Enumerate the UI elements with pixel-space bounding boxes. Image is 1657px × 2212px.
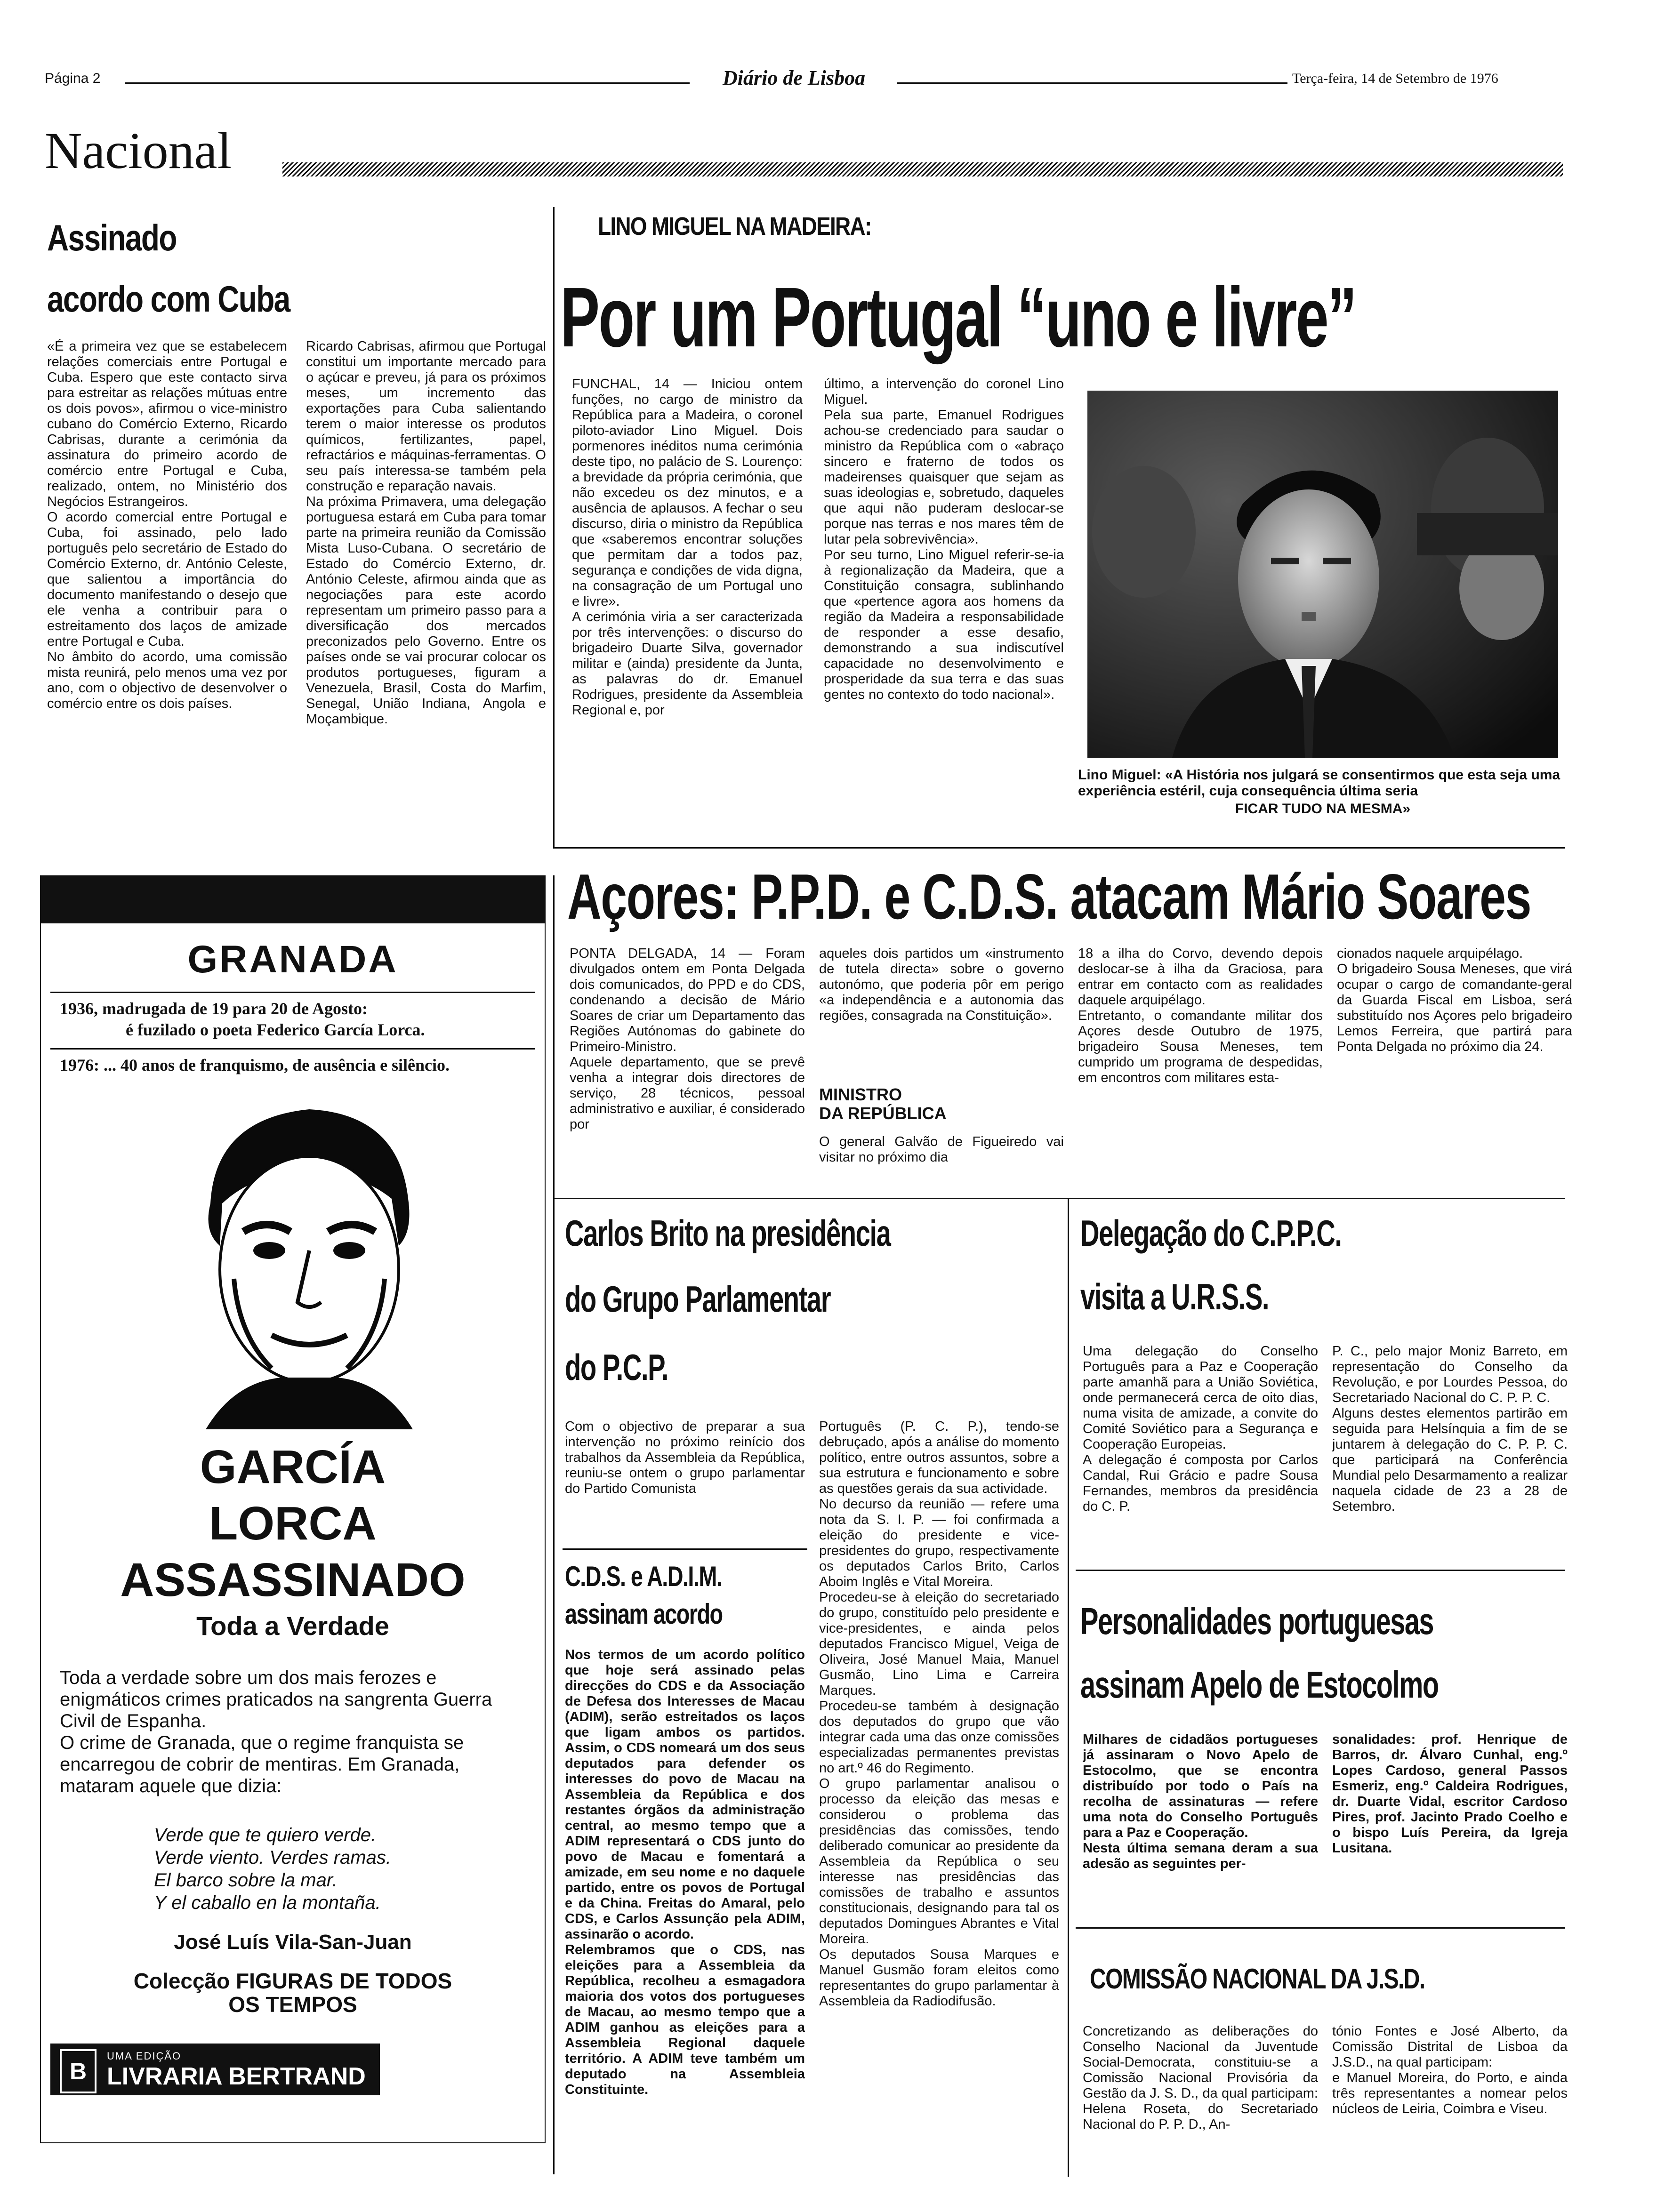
publisher-logo: B xyxy=(60,2049,97,2093)
lino-miguel-photo xyxy=(1087,391,1558,758)
jsd-column-1: Concretizando as deliberações do Conselho Nacional da Juventude Social-Democrata, constituiu-se a Comissão Nacional Provisória da Gestão da J. S. D., da qual participam: Helena Roseta, do Secretariado Nacional do P. P. D., An- xyxy=(1083,2024,1318,2132)
acores-column-3: 18 a ilha do Corvo, devendo depois deslocar-se à ilha da Graciosa, para entrar em contacto com as realidades daquele arquipélago. Entretanto, o comandante militar dos Açores desde Outubro de 1975, brigadeiro Sousa Meneses, tem cumprido um programa de despedidas, em encontros com militares esta- xyxy=(1078,946,1323,1085)
issue-date: Terça-feira, 14 de Setembro de 1976 xyxy=(1292,71,1498,86)
brito-headline-3: do P.C.P. xyxy=(565,1346,668,1388)
photo-caption-1: Lino Miguel: «A História nos julgará se consentirmos que esta seja uma experiência estéril, cuja consequência última seria xyxy=(1078,767,1560,799)
cuba-column-2: Ricardo Cabrisas, afirmou que Portugal constitui um importante mercado para o açúcar e preveu, já para os próximos meses, um incremento das exportações para Cuba salientando terem o maior interesse os produtos químicos, fertilizantes, papel, refractários e máquinas-ferramentas. O seu país interessa-se também pela construção e reparação navais. Na próxima Primavera, uma delegação portuguesa estará em Cuba para tomar parte na primeira reunião da Comissão Mista Luso-Cubana. O secretário de Estado do Comércio Externo, dr. António Celeste, afirmou ainda que as negociações para este acordo representam um primeiro passo para a diversificação dos mercados preconizados pelo Governo. Entre os países onde se vai procurar colocar os produtos portugueses, figuram a Venezuela, Brasil, Costa do Marfim, Senegal, União Indiana, Angola e Moçambique. xyxy=(306,339,546,727)
cuba-headline-1: Assinado xyxy=(47,217,177,258)
estocolmo-column-2: sonalidades: prof. Henrique de Barros, dr. Álvaro Cunhal, eng.º Lopes Cardoso, general Passos Esmeriz, eng.º Caldeira Rodrigues, dr. Duarte Vidal, escritor Cardoso Pires, prof. Jacinto Prado Coelho e o bispo Luís Pereira, da Igreja Lusitana. xyxy=(1332,1732,1568,1856)
acores-column-1: PONTA DELGADA, 14 — Foram divulgados ontem em Ponta Delgada dois comunicados, do PPD e do CDS, condenando a decisão de Mário Soares de criar um Departamento das Regiões Autónomas do gabinete do Primeiro-Ministro. Aquele departamento, que se prevê venha a integrar dois directores de serviço, 28 técnicos, pessoal administrativo e auxiliar, é considerado por xyxy=(570,946,805,1132)
madeira-headline: Por um Portugal “uno e livre” xyxy=(560,270,1356,365)
estocolmo-headline-1: Personalidades portuguesas xyxy=(1080,1600,1434,1642)
cds-body: Nos termos de um acordo político que hoje será assinado pelas direcções do CDS e da Associação de Defesa dos Interesses de Macau (ADIM), serão estreitados os laços que ligam ambos os partidos. Assim, o CDS nomeará um dos seus deputados para defender os interesses do povo de Macau na Assembleia da República e dos restantes órgãos da administração central, ao mesmo tempo que a ADIM representará o CDS junto do povo de Macau e fomentará a amizade, em seu nome e no daquele partido, entre os povos de Portugal e da China. Freitas do Amaral, pelo CDS, e Carlos Assunção pela ADIM, assinarão o acordo. Relembramos que o CDS, nas eleições para a Assembleia da República, recolheu a esmagadora maioria dos votos dos portugueses de Macau, ao mesmo tempo que a ADIM ganhou as eleições para a Assembleia Regional daquele território. A ADIM teve também um deputado na Assembleia Constituinte. xyxy=(565,1647,805,2097)
poem-line-2: Verde viento. Verdes ramas. xyxy=(154,1847,391,1868)
madeira-column-2: último, a intervenção do coronel Lino Miguel. Pela sua parte, Emanuel Rodrigues achou-se credenciado para saudar o ministro da República com o «abraço sincero e fraterno de todos os madeirenses quaisquer que sejam as suas ideologias e, sobretudo, daqueles que aqui não puderam deslocar-se porque nas terras e nos mares têm de lutar pela sobrevivência». Por seu turno, Lino Miguel referir-se-ia à regionalização da Madeira, que a Constituição consagra, sublinhando que «pertence agora aos homens da região da Madeira a responsabilidade de responder a esse desafio, demonstrando a sua indiscutível capacidade no desenvolvimento e prosperidade da sua terra e das suas gentes no contexto do todo nacional». xyxy=(824,377,1064,702)
section-hatch-bar xyxy=(282,162,1563,176)
cppc-column-2: P. C., pelo major Moniz Barreto, em representação do Conselho da Revolução, e por Lourdes Pessoa, do Secretariado Nacional do C. P. P. C. Alguns destes elementos partirão em seguida para Helsínquia a fim de se juntarem à delegação do C. P. P. C. que participará na Conferência Mundial pelo Desarmamento a realizar naquela cidade de 23 a 28 de Setembro. xyxy=(1332,1344,1568,1514)
advert-big-3: ASSASSINADO xyxy=(120,1554,466,1606)
advert-line-1b: é fuzilado o poeta Federico García Lorca. xyxy=(126,1020,425,1039)
brito-column-1: Com o objectivo de preparar a sua intervenção no próximo reinício dos trabalhos da Assembleia da República, reuniu-se ontem o grupo parlamentar do Partido Comunista xyxy=(565,1419,805,1496)
lorca-portrait xyxy=(177,1090,441,1429)
acores-subhead-1: MINISTRO xyxy=(819,1085,902,1104)
newspaper-name: Diário de Lisboa xyxy=(723,66,866,89)
advert-collection-1: Colecção FIGURAS DE TODOS xyxy=(133,1969,452,1993)
photo-caption-2: FICAR TUDO NA MESMA» xyxy=(1235,801,1411,817)
acores-column-2b: O general Galvão de Figueiredo vai visitar no próximo dia xyxy=(819,1134,1064,1165)
jsd-top-rule xyxy=(1076,1927,1565,1929)
brito-headline-2: do Grupo Parlamentar xyxy=(565,1278,831,1320)
poem-line-1: Verde que te quiero verde. xyxy=(154,1825,377,1845)
estocolmo-top-rule xyxy=(1076,1570,1565,1571)
granada-advert xyxy=(40,875,546,2143)
jsd-column-2: tónio Fontes e José Alberto, da Comissão Distrital de Lisboa da J.S.D., na qual participam: e Manuel Moreira, do Porto, e ainda três representantes a nomear pelos núcleos de Leiria, Coimbra e Viseu. xyxy=(1332,2024,1568,2116)
cds-top-rule xyxy=(563,1548,807,1550)
section-title: Nacional xyxy=(45,122,232,179)
jsd-headline: COMISSÃO NACIONAL DA J.S.D. xyxy=(1090,1963,1425,1995)
cds-headline-1: C.D.S. e A.D.I.M. xyxy=(565,1561,722,1592)
cppc-headline-1: Delegação do C.P.P.C. xyxy=(1080,1212,1342,1254)
vertical-divider-left xyxy=(553,875,555,2174)
advert-big-2: LORCA xyxy=(209,1497,377,1550)
madeira-kicker: LINO MIGUEL NA MADEIRA: xyxy=(598,212,871,240)
estocolmo-column-1: Milhares de cidadãos portugueses já assinaram o Novo Apelo de Estocolmo, que se encontra distribuído por todo o País na recolha de assinaturas — refere uma nota do Conselho Português para a Paz e Cooperação. Nesta última semana deram a sua adesão as seguintes per- xyxy=(1083,1732,1318,1871)
brito-column-2: Português (P. C. P.), tendo-se debruçado, após a análise do momento político, entre outros assuntos, sobre a sua estrutura e funcionamento e sobre as questões gerais da sua actividade. No decurso da reunião — refere uma nota da S. I. P. — foi confirmada a eleição do presidente e vice-presidentes do grupo, respectivamente os deputados Carlos Brito, Carlos Aboim Inglês e Vital Moreira. Procedeu-se à eleição do secretariado do grupo, constituído pelo presidente e vice-presidentes, e ainda pelos deputados Francisco Miguel, Veiga de Oliveira, José Manuel Maia, Manuel Gusmão, Lino Lima e Carreira Marques. Procedeu-se também à designação dos deputados do grupo que vão integrar cada uma das onze comissões especializadas permanentes previstas no art.º 46 do Regimento. O grupo parlamentar analisou o processo da eleição das mesas e considerou o problema das presidências das comissões, tendo deliberado comunicar ao presidente da Assembleia da República o seu interesse nas presidências das comissões de trabalho e assuntos constitucionais, designando para tal os deputados Domingues Abrantes e Vital Moreira. Os deputados Sousa Marques e Manuel Gusmão foram eleitos como representantes do grupo parlamentar à Assembleia da Radiodifusão. xyxy=(819,1419,1059,2009)
masthead-rule-right xyxy=(897,82,1287,84)
acores-headline: Açores: P.P.D. e C.D.S. atacam Mário Soares xyxy=(567,861,1531,932)
advert-rule-1 xyxy=(50,992,535,993)
advert-title: GRANADA xyxy=(187,938,398,981)
page-number: Página 2 xyxy=(45,71,101,86)
poem-line-4: Y el caballo en la montaña. xyxy=(154,1892,381,1913)
acores-column-4: cionados naquele arquipélago. O brigadeiro Sousa Meneses, que virá ocupar o cargo de comandante-geral da Guarda Fiscal em Lisboa, será substituído nos Açores pelo brigadeiro Lemos Ferreira, que partirá para Ponta Delgada no próximo dia 24. xyxy=(1337,946,1572,1054)
publisher-name: LIVRARIA BERTRAND xyxy=(107,2063,366,2090)
advert-line-1a: 1936, madrugada de 19 para 20 de Agosto: xyxy=(60,999,368,1018)
advert-big-1: GARCÍA xyxy=(200,1441,386,1493)
advert-subtitle: Toda a Verdade xyxy=(196,1611,389,1641)
advert-rule-2 xyxy=(50,1048,535,1050)
vertical-divider-right xyxy=(1068,1198,1069,2177)
vertical-divider-top xyxy=(553,207,555,847)
publisher-small: UMA EDIÇÃO xyxy=(107,2050,182,2062)
lorca-portrait-svg xyxy=(177,1090,441,1429)
advert-author: José Luís Vila-San-Juan xyxy=(174,1931,412,1954)
advert-line-2: 1976: ... 40 anos de franquismo, de ausência e silêncio. xyxy=(60,1056,450,1074)
horizontal-divider-mid xyxy=(553,1198,1565,1199)
acores-subhead-2: DA REPÚBLICA xyxy=(819,1104,947,1123)
madeira-column-1: FUNCHAL, 14 — Iniciou ontem funções, no cargo de ministro da República para a Madeira, o coronel piloto-aviador Lino Miguel. Dois pormenores inéditos numa cerimónia deste tipo, no palácio de S. Lourenço: a brevidade da própria cerimónia, que não excedeu os dez minutos, e a ausência de aplausos. A fechar o seu discurso, diria o ministro da República que «saberemos encontrar soluções que permitam dar a todos paz, segurança e condições de vida digna, na consagração de um Portugal uno e livre». A cerimónia viria a ser caracterizada por três intervenções: o discurso do brigadeiro Duarte Silva, governador militar e (ainda) presidente da Junta, as palavras do dr. Emanuel Rodrigues, presidente da Assembleia Regional e, por xyxy=(572,377,803,718)
brito-headline-1: Carlos Brito na presidência xyxy=(565,1212,891,1254)
acores-column-2a: aqueles dois partidos um «instrumento de tutela directa» sobre o governo autonómo, que poderia pôr em perigo «a independência e a autonomia das regiões, consagrada na Constituição». xyxy=(819,946,1064,1023)
horizontal-divider-main xyxy=(553,847,1565,849)
cuba-column-1: «É a primeira vez que se estabelecem relações comerciais entre Portugal e Cuba. Espero que este contacto sirva para estreitar as relações mútuas entre os dois povos», afirmou o vice-ministro cubano do Comércio Externo, Ricardo Cabrisas, durante a cerimónia da assinatura do primeiro acordo de comércio entre Portugal e Cuba, realizado, ontem, no Ministério dos Negócios Estrangeiros. O acordo comercial entre Portugal e Cuba, foi assinado, pelo lado português pelo secretário de Estado do Comércio Externo, dr. António Celeste, que salientou a importância do documento manifestando o desejo que ele venha a contribuir para o estreitamento dos laços de amizade entre Portugal e Cuba. No âmbito do acordo, uma comissão mista reunirá, pelo menos uma vez por ano, com o objectivo de desenvolver o comércio entre os dois países. xyxy=(47,339,287,711)
publisher-bar xyxy=(50,2044,380,2095)
cuba-headline-2: acordo com Cuba xyxy=(47,278,290,320)
advert-black-bar xyxy=(41,876,545,923)
cds-headline-2: assinam acordo xyxy=(565,1598,723,1630)
poem-line-3: El barco sobre la mar. xyxy=(154,1870,338,1891)
estocolmo-headline-2: assinam Apelo de Estocolmo xyxy=(1080,1664,1439,1706)
cppc-column-1: Uma delegação do Conselho Português para a Paz e Cooperação parte amanhã para a União Soviética, onde permanecerá cerca de oito dias, numa visita de amizade, a convite do Comité Soviético para a Segurança e Cooperação Europeias. A delegação é composta por Carlos Candal, Rui Grácio e padre Sousa Fernandes, membros da presidência do C. P. xyxy=(1083,1344,1318,1514)
advert-body: Toda a verdade sobre um dos mais ferozes e enigmáticos crimes praticados na sangrenta Guerra Civil de Espanha. O crime de Granada, que o regime franquista se encarregou de cobrir de mentiras. Em Granada, mataram aquele que dizia: xyxy=(60,1667,492,1796)
lino-miguel-portrait-svg xyxy=(1087,391,1558,758)
advert-collection-2: OS TEMPOS xyxy=(228,1992,357,2017)
cppc-headline-2: visita a U.R.S.S. xyxy=(1080,1276,1269,1317)
masthead-rule-left xyxy=(125,82,690,84)
